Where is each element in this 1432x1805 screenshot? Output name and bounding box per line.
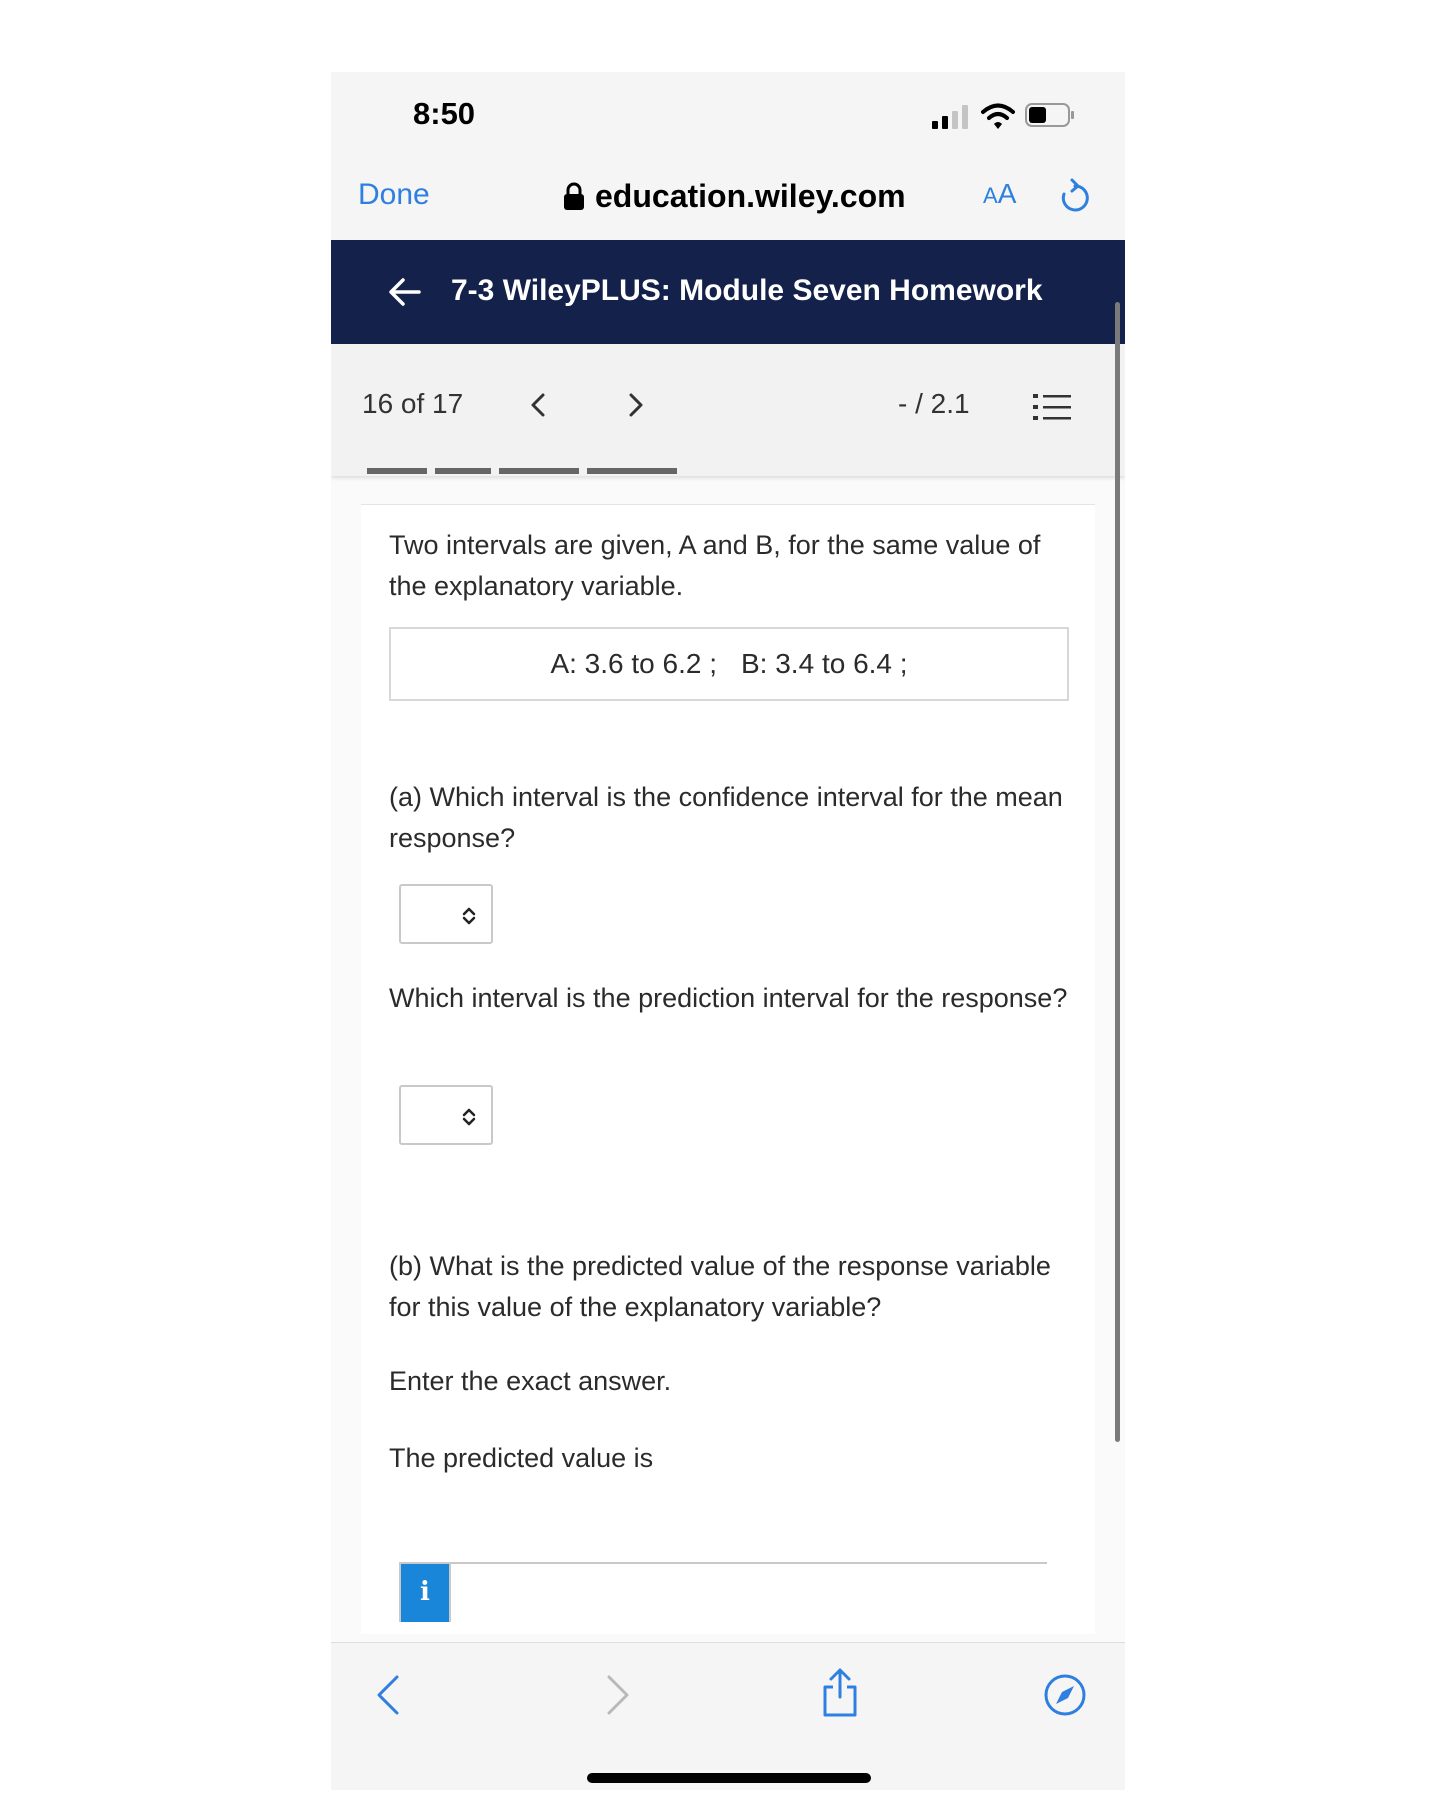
battery-icon <box>1025 103 1075 127</box>
browser-back-icon[interactable] <box>373 1673 403 1717</box>
answer-instruction: Enter the exact answer. <box>389 1366 672 1396</box>
select-chevron-icon <box>461 906 477 926</box>
clipped-heading-fragment <box>367 466 707 476</box>
cellular-signal-icon <box>932 105 970 129</box>
question-list-icon[interactable] <box>1033 392 1071 422</box>
text-size-large-a: A <box>997 178 1017 209</box>
status-time: 8:50 <box>413 96 476 131</box>
share-icon[interactable] <box>819 1667 861 1719</box>
question-score: - / 2.1 <box>898 388 970 419</box>
assignment-header <box>331 240 1125 344</box>
wifi-icon <box>981 102 1015 130</box>
browser-forward-icon[interactable] <box>603 1673 633 1717</box>
question-content <box>361 504 1095 1634</box>
previous-question-icon[interactable] <box>527 390 549 420</box>
info-button[interactable]: i <box>401 1564 449 1622</box>
back-arrow-icon[interactable] <box>387 274 423 310</box>
part-b-question: (b) What is the predicted value of the response variable for this value of the explanatory variable? <box>389 1251 1051 1322</box>
text-size-button[interactable] <box>983 178 1016 210</box>
url-field[interactable] <box>563 176 906 216</box>
status-bar <box>331 72 1125 162</box>
question-intro: Two intervals are given, A and B, for the same value of the explanatory variable. <box>389 530 1041 601</box>
predicted-value-row <box>399 1562 1047 1622</box>
question-position: 16 of 17 <box>362 388 464 419</box>
next-question-icon[interactable] <box>625 390 647 420</box>
answer-label: The predicted value is <box>389 1443 654 1473</box>
url-text: education.wiley.com <box>595 177 906 214</box>
browser-toolbar <box>331 1642 1125 1790</box>
phone-screen <box>331 72 1125 1790</box>
text-size-small-a: A <box>983 183 998 208</box>
interval-a: A: 3.6 to 6.2 ; <box>550 648 717 679</box>
select-chevron-icon <box>461 1107 477 1127</box>
reload-icon[interactable] <box>1058 176 1092 216</box>
confidence-interval-select[interactable] <box>399 884 493 944</box>
scrollbar[interactable] <box>1115 302 1120 1442</box>
compass-icon[interactable] <box>1043 1673 1087 1717</box>
intervals-box <box>389 627 1069 701</box>
done-button[interactable]: Done <box>358 178 430 211</box>
predicted-value-input[interactable] <box>449 1564 1047 1622</box>
part-a-question-2: Which interval is the prediction interval for the response? <box>389 983 1068 1013</box>
assignment-title: 7-3 WileyPLUS: Module Seven Homework <box>451 274 1043 307</box>
question-navigation <box>331 344 1125 476</box>
part-a-question-1: (a) Which interval is the confidence interval for the mean response? <box>389 782 1063 853</box>
lock-icon <box>563 181 585 211</box>
browser-address-bar <box>331 162 1125 240</box>
interval-b: B: 3.4 to 6.4 ; <box>741 648 908 679</box>
home-indicator <box>587 1773 871 1783</box>
prediction-interval-select[interactable] <box>399 1085 493 1145</box>
